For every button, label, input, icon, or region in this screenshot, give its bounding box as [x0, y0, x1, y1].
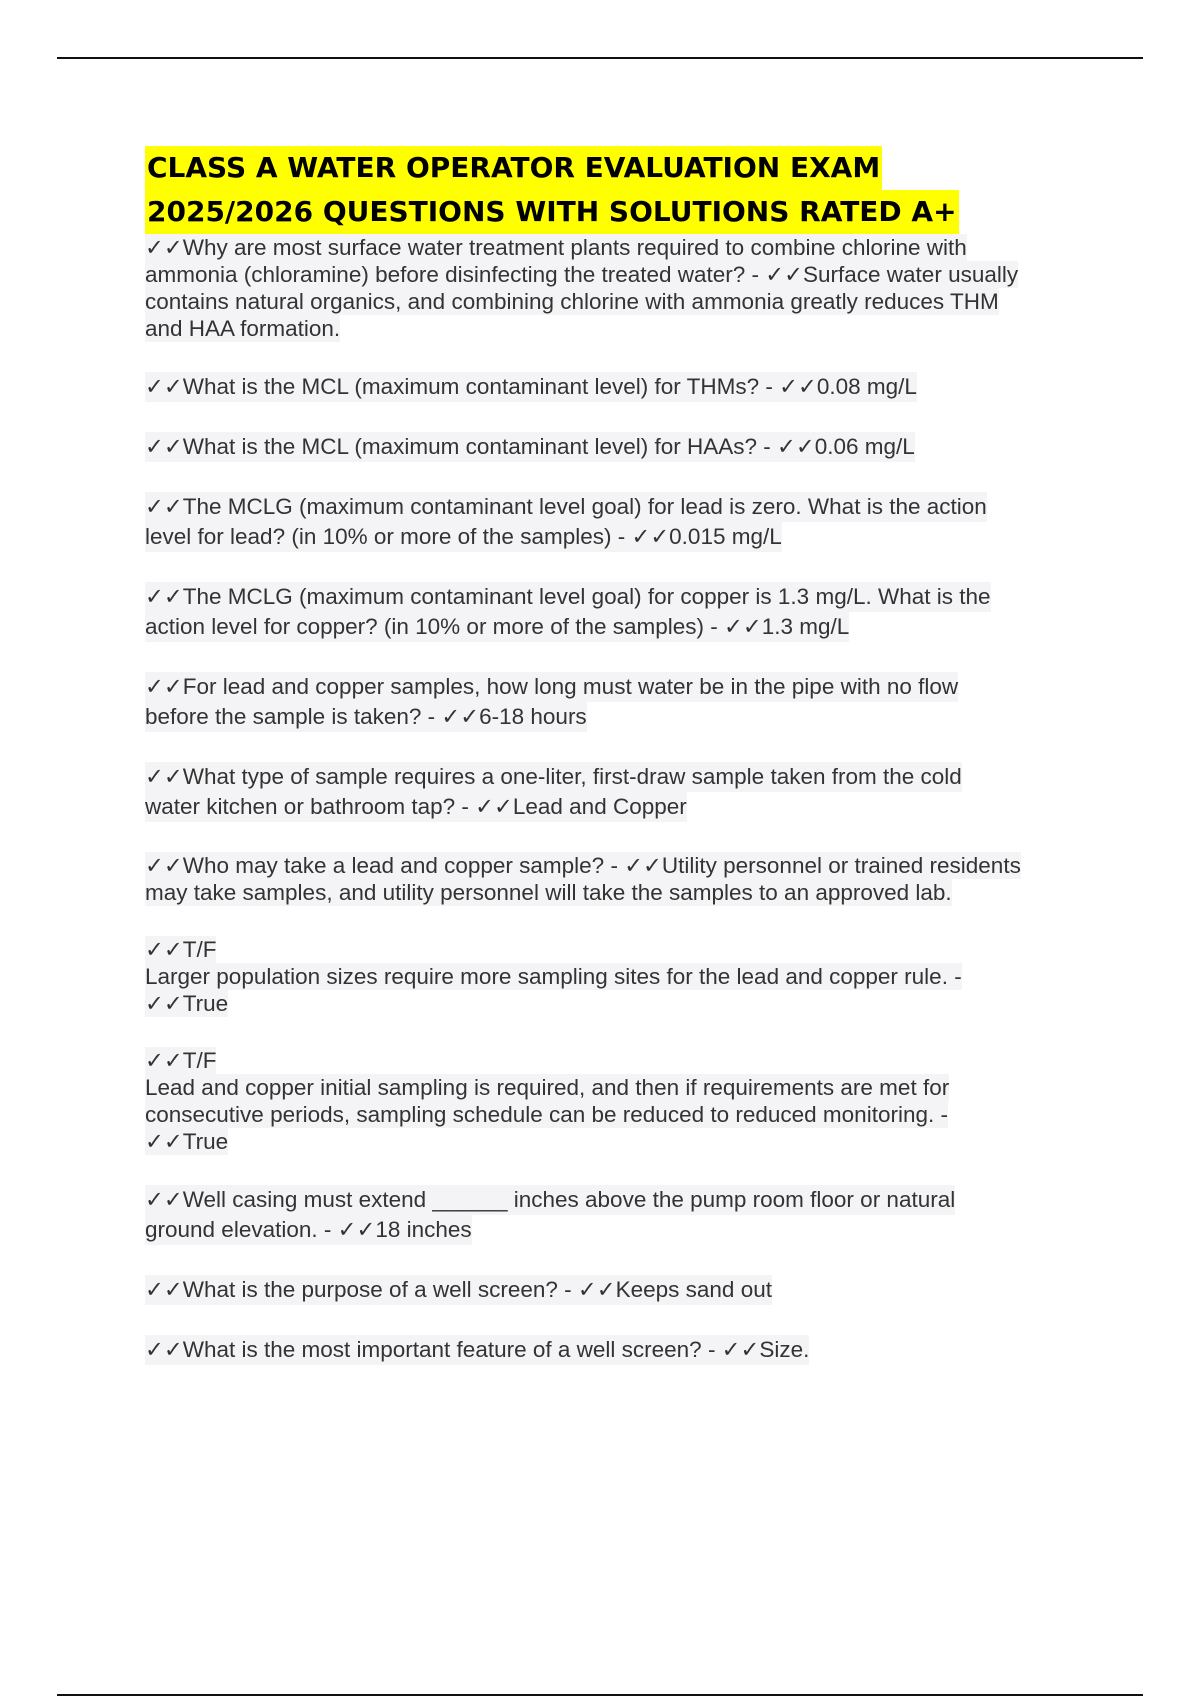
qa-line: ✓✓The MCLG (maximum contaminant level goal) for lead is zero. What is the action [145, 492, 987, 522]
qa-line: ground elevation. - ✓✓18 inches [145, 1215, 472, 1245]
qa-item-11 [145, 1185, 1095, 1245]
qa-item-10 [145, 1047, 1095, 1155]
document-title [145, 146, 1095, 234]
qa-line: Lead and copper initial sampling is required, and then if requirements are met for [145, 1075, 950, 1100]
qa-line: ✓✓The MCLG (maximum contaminant level goal) for copper is 1.3 mg/L. What is the [145, 582, 991, 612]
qa-line: before the sample is taken? - ✓✓6-18 hours [145, 702, 587, 732]
title-line-2: 2025/2026 QUESTIONS WITH SOLUTIONS RATED A+ [145, 190, 959, 234]
qa-item-5 [145, 582, 1095, 642]
qa-line: ✓✓T/F [145, 937, 217, 962]
qa-line: ✓✓T/F [145, 1048, 217, 1073]
qa-item-1 [145, 234, 1095, 342]
qa-item-12 [145, 1275, 1095, 1305]
qa-item-2 [145, 372, 1095, 402]
qa-item-7 [145, 762, 1095, 822]
qa-line: Larger population sizes require more sampling sites for the lead and copper rule. - [145, 964, 962, 989]
qa-line: water kitchen or bathroom tap? - ✓✓Lead and Copper [145, 792, 687, 822]
qa-line: level for lead? (in 10% or more of the samples) - ✓✓0.015 mg/L [145, 522, 782, 552]
qa-line: contains natural organics, and combining chlorine with ammonia greatly reduces THM [145, 289, 999, 314]
qa-line: ✓✓What is the purpose of a well screen? - ✓✓Keeps sand out [145, 1275, 772, 1305]
qa-line: ✓✓What type of sample requires a one-liter, first-draw sample taken from the cold [145, 762, 962, 792]
qa-item-9 [145, 936, 1095, 1017]
qa-item-13 [145, 1335, 1095, 1365]
qa-line: ✓✓What is the most important feature of a well screen? - ✓✓Size. [145, 1335, 809, 1365]
qa-line: ✓✓What is the MCL (maximum contaminant level) for THMs? - ✓✓0.08 mg/L [145, 372, 917, 402]
qa-line: ✓✓True [145, 991, 229, 1016]
qa-item-6 [145, 672, 1095, 732]
top-rule [57, 57, 1143, 59]
qa-line: consecutive periods, sampling schedule can be reduced to reduced monitoring. - [145, 1102, 948, 1127]
bottom-rule [57, 1694, 1143, 1696]
qa-item-8 [145, 852, 1095, 906]
qa-line: ✓✓What is the MCL (maximum contaminant level) for HAAs? - ✓✓0.06 mg/L [145, 432, 915, 462]
qa-line: may take samples, and utility personnel will take the samples to an approved lab. [145, 880, 952, 905]
title-line-1: CLASS A WATER OPERATOR EVALUATION EXAM [145, 146, 882, 190]
qa-line: and HAA formation. [145, 316, 341, 341]
qa-line: ammonia (chloramine) before disinfecting the treated water? - ✓✓Surface water usually [145, 262, 1019, 287]
qa-line: ✓✓Well casing must extend ______ inches above the pump room floor or natural [145, 1185, 955, 1215]
document-body [145, 146, 1095, 1395]
qa-line: ✓✓Who may take a lead and copper sample? - ✓✓Utility personnel or trained residents [145, 853, 1021, 878]
qa-line: action level for copper? (in 10% or more of the samples) - ✓✓1.3 mg/L [145, 612, 849, 642]
qa-line: ✓✓True [145, 1129, 229, 1154]
qa-line: ✓✓Why are most surface water treatment plants required to combine chlorine with [145, 235, 967, 260]
qa-item-4 [145, 492, 1095, 552]
qa-item-3 [145, 432, 1095, 462]
qa-line: ✓✓For lead and copper samples, how long must water be in the pipe with no flow [145, 672, 958, 702]
